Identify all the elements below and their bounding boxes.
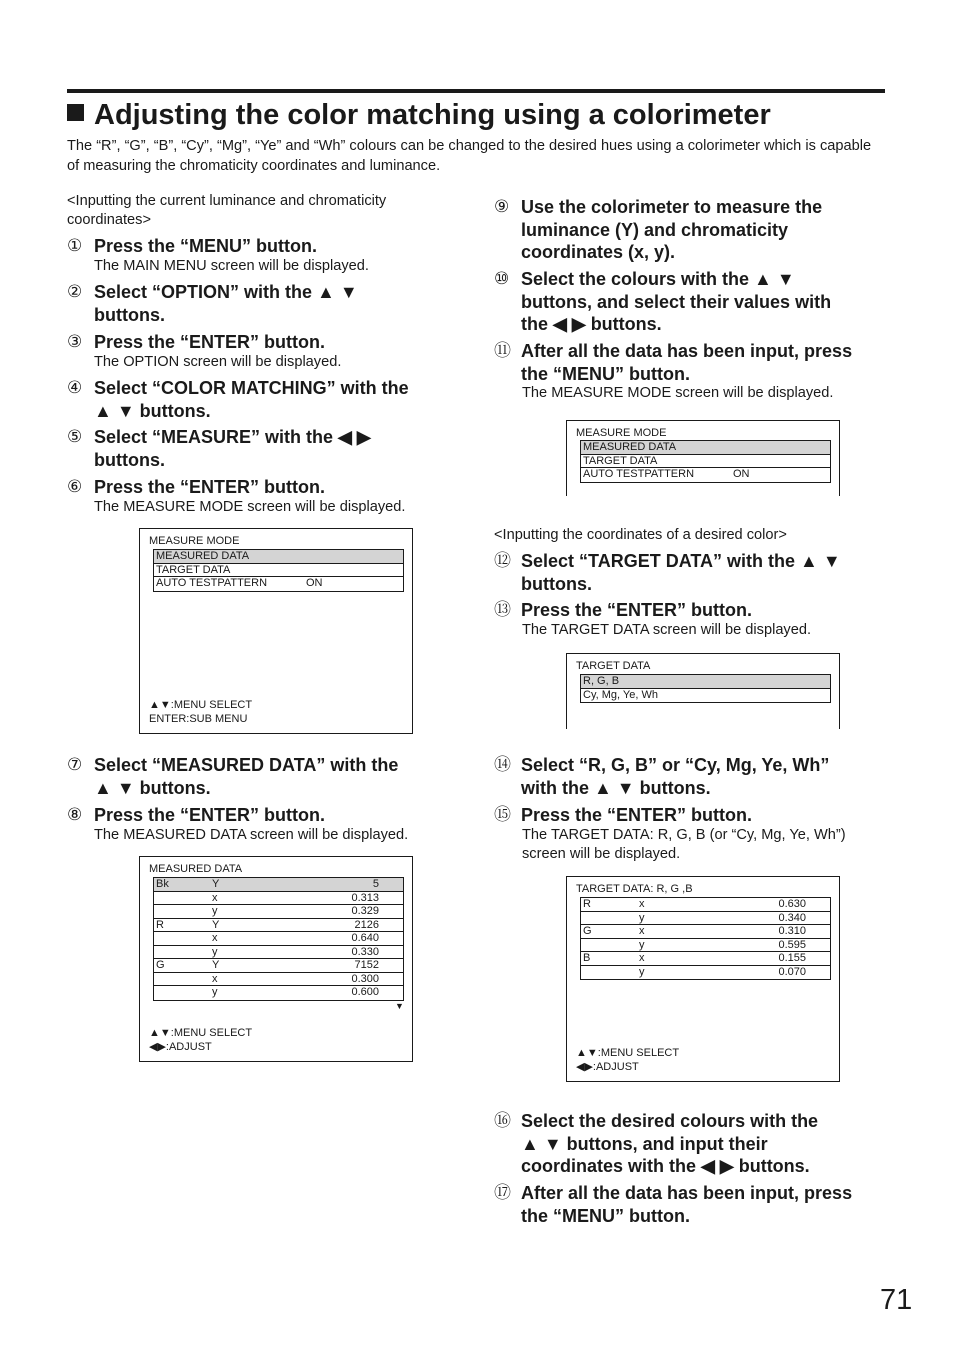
target-rgb-table bbox=[580, 897, 831, 980]
step-14 bbox=[494, 754, 829, 799]
row-color-label: Bk bbox=[156, 878, 169, 890]
step-3 bbox=[67, 331, 325, 354]
step-number: ③ bbox=[67, 332, 83, 351]
step-number: ⑰ bbox=[494, 1183, 511, 1202]
step-number: ⑦ bbox=[67, 755, 83, 774]
step-16 bbox=[494, 1110, 818, 1178]
step-text: Select “MEASURE” with the ◀ ▶ buttons. bbox=[94, 427, 371, 470]
step-number: ⑯ bbox=[494, 1111, 511, 1130]
step-5 bbox=[67, 426, 371, 471]
row-value: 0.595 bbox=[778, 938, 806, 951]
step-note: The MEASURED DATA screen will be displayed. bbox=[94, 827, 409, 843]
row-value: 0.340 bbox=[778, 911, 806, 924]
step-text: Select “COLOR MATCHING” with the ▲ ▼ buttons. bbox=[94, 378, 409, 421]
row-value: 7152 bbox=[354, 959, 379, 971]
step-text: Select “R, G, B” or “Cy, Mg, Ye, Wh” with the ▲ ▼ buttons. bbox=[521, 755, 830, 798]
intro-text: The “R”, “G”, “B”, “Cy”, “Mg”, “Ye” and “Wh” colours can be changed to the desired hues using a colorimeter which is capable of measuring the chromaticity coordinates and luminance. bbox=[67, 138, 872, 174]
row-key: Y bbox=[212, 959, 220, 971]
row-color-label: R bbox=[583, 898, 591, 910]
row-value: 0.300 bbox=[351, 972, 379, 985]
step-number: ⑧ bbox=[67, 805, 83, 824]
step-text: Press the “ENTER” button. bbox=[94, 332, 326, 352]
screen-footer: ▲▼:MENU SELECT ◀▶:ADJUST bbox=[149, 1027, 253, 1053]
row-color-label: R bbox=[156, 918, 164, 931]
step-text: Press the “ENTER” button. bbox=[94, 477, 326, 497]
row-key: Y bbox=[212, 878, 220, 890]
step-number: ⑬ bbox=[494, 600, 511, 619]
step-6 bbox=[67, 476, 325, 499]
step-number: ⑮ bbox=[494, 805, 511, 824]
menu-row-rgb: R, G, B bbox=[581, 675, 830, 689]
row-color-label: G bbox=[156, 959, 165, 971]
table-row bbox=[581, 898, 830, 912]
step-number: ① bbox=[67, 236, 83, 255]
row-value: 2126 bbox=[354, 918, 379, 931]
step-13 bbox=[494, 599, 752, 622]
table-row bbox=[154, 973, 403, 987]
step-text: After all the data has been input, press the “MENU” button. bbox=[521, 1183, 853, 1226]
menu-row-target-data: TARGET DATA bbox=[154, 564, 403, 578]
table-row bbox=[154, 892, 403, 906]
screen-title: TARGET DATA bbox=[576, 660, 651, 672]
table-row bbox=[581, 952, 830, 966]
measured-data-table bbox=[153, 877, 404, 1001]
menu-row-auto-testpattern: AUTO TESTPATTERN ON bbox=[583, 468, 750, 480]
menu-row-measured-data: MEASURED DATA bbox=[581, 441, 830, 455]
step-text: Select “TARGET DATA” with the ▲ ▼ buttons. bbox=[521, 551, 841, 594]
menu-row-measured-data: MEASURED DATA bbox=[154, 550, 403, 564]
row-key: y bbox=[639, 938, 645, 951]
table-row bbox=[154, 932, 403, 946]
menu-table bbox=[153, 549, 404, 592]
step-note: The OPTION screen will be displayed. bbox=[94, 354, 342, 370]
step-note: The MEASURE MODE screen will be displayed. bbox=[522, 385, 834, 401]
table-row bbox=[581, 912, 830, 926]
row-value: 0.070 bbox=[778, 965, 806, 978]
table-row bbox=[154, 905, 403, 919]
measure-mode-screen bbox=[139, 528, 413, 734]
menu-row-cmyw: Cy, Mg, Ye, Wh bbox=[583, 688, 658, 701]
row-key: y bbox=[639, 911, 645, 924]
screen-title: TARGET DATA: R, G ,B bbox=[576, 883, 693, 895]
table-row bbox=[581, 925, 830, 939]
row-key: x bbox=[639, 952, 645, 964]
screen-title: MEASURED DATA bbox=[149, 863, 243, 875]
table-row bbox=[154, 946, 403, 960]
step-text: Select “OPTION” with the ▲ ▼ buttons. bbox=[94, 282, 358, 325]
menu-table bbox=[580, 674, 831, 703]
step-number: ⑫ bbox=[494, 551, 511, 570]
step-15 bbox=[494, 804, 752, 827]
table-row bbox=[154, 919, 403, 933]
step-note: The TARGET DATA screen will be displayed. bbox=[522, 622, 812, 638]
step-text: Select the desired colours with the ▲ ▼ buttons, and input their coordinates with the ◀ ▶ buttons. bbox=[521, 1111, 819, 1176]
row-key: x bbox=[212, 972, 218, 985]
step-17 bbox=[494, 1182, 852, 1227]
step-number: ④ bbox=[67, 378, 83, 397]
step-1 bbox=[67, 235, 317, 258]
row-key: y bbox=[639, 965, 645, 978]
table-row bbox=[581, 966, 830, 980]
target-data-screen-partial bbox=[566, 653, 840, 729]
screen-title: MEASURE MODE bbox=[149, 535, 240, 547]
target-data-rgb-screen bbox=[566, 876, 840, 1082]
page-title-text: Adjusting the color matching using a colorimeter bbox=[94, 99, 771, 131]
row-value: 0.330 bbox=[351, 945, 379, 958]
screen-footer: ▲▼:MENU SELECT ◀▶:ADJUST bbox=[576, 1047, 680, 1073]
row-key: Y bbox=[212, 918, 220, 931]
screen-footer: ▲▼:MENU SELECT ENTER:SUB MENU bbox=[149, 699, 253, 725]
measure-mode-screen-partial bbox=[566, 420, 840, 496]
step-number: ⑥ bbox=[67, 477, 83, 496]
menu-row-auto-testpattern: AUTO TESTPATTERN ON bbox=[156, 577, 323, 589]
left-subheading: <Inputting the current luminance and chromaticity coordinates> bbox=[67, 193, 387, 228]
step-number: ⑪ bbox=[494, 341, 511, 360]
step-text: Press the “MENU” button. bbox=[94, 236, 318, 256]
row-value: 5 bbox=[372, 878, 379, 890]
step-text: Press the “ENTER” button. bbox=[521, 600, 753, 620]
step-11 bbox=[494, 340, 852, 385]
row-color-label: B bbox=[583, 952, 591, 964]
row-value: 0.640 bbox=[351, 932, 379, 944]
step-number: ⑭ bbox=[494, 755, 511, 774]
row-key: x bbox=[212, 932, 218, 944]
row-color-label: G bbox=[583, 925, 592, 937]
step-text: Select the colours with the ▲ ▼ buttons, and select their values with the ◀ ▶ buttons. bbox=[521, 269, 832, 334]
row-value: 0.313 bbox=[351, 891, 379, 904]
step-number: ⑩ bbox=[494, 269, 510, 288]
table-row bbox=[154, 959, 403, 973]
step-text: Use the colorimeter to measure the luminance (Y) and chromaticity coordinates (x, y). bbox=[521, 197, 823, 262]
page-number: 71 bbox=[880, 1284, 913, 1316]
title-rule bbox=[67, 89, 885, 93]
step-note: The TARGET DATA: R, G, B (or “Cy, Mg, Ye, Wh”) screen will be displayed. bbox=[522, 827, 846, 862]
row-key: x bbox=[212, 891, 218, 904]
row-key: y bbox=[212, 945, 218, 958]
table-row bbox=[154, 878, 403, 892]
row-key: y bbox=[212, 905, 218, 917]
step-4 bbox=[67, 377, 409, 422]
step-number: ⑨ bbox=[494, 197, 510, 216]
step-note: The MAIN MENU screen will be displayed. bbox=[94, 258, 369, 274]
screen-title: MEASURE MODE bbox=[576, 427, 667, 439]
right-subheading: <Inputting the coordinates of a desired color> bbox=[494, 527, 787, 543]
step-text: Press the “ENTER” button. bbox=[94, 805, 326, 825]
step-number: ⑤ bbox=[67, 427, 83, 446]
scroll-down-icon: ▼ bbox=[395, 1001, 404, 1011]
menu-row-target-data: TARGET DATA bbox=[581, 455, 830, 469]
step-text: Select “MEASURED DATA” with the ▲ ▼ buttons. bbox=[94, 755, 399, 798]
measured-data-screen bbox=[139, 856, 413, 1062]
step-12 bbox=[494, 550, 841, 595]
square-bullet-icon bbox=[67, 104, 84, 121]
step-2 bbox=[67, 281, 358, 326]
step-9 bbox=[494, 196, 822, 264]
table-row bbox=[581, 939, 830, 953]
row-value: 0.155 bbox=[778, 952, 806, 964]
row-value: 0.600 bbox=[351, 986, 379, 998]
step-8 bbox=[67, 804, 325, 827]
page-title bbox=[67, 99, 771, 132]
step-text: Press the “ENTER” button. bbox=[521, 805, 753, 825]
step-10 bbox=[494, 268, 831, 336]
step-text: After all the data has been input, press the “MENU” button. bbox=[521, 341, 853, 384]
menu-table bbox=[580, 440, 831, 483]
row-value: 0.630 bbox=[778, 898, 806, 910]
row-key: y bbox=[212, 986, 218, 998]
step-number: ② bbox=[67, 282, 83, 301]
row-key: x bbox=[639, 898, 645, 910]
row-value: 0.310 bbox=[778, 925, 806, 937]
table-row bbox=[154, 986, 403, 1000]
row-value: 0.329 bbox=[351, 905, 379, 917]
step-note: The MEASURE MODE screen will be displayed. bbox=[94, 499, 406, 515]
step-7 bbox=[67, 754, 398, 799]
row-key: x bbox=[639, 925, 645, 937]
